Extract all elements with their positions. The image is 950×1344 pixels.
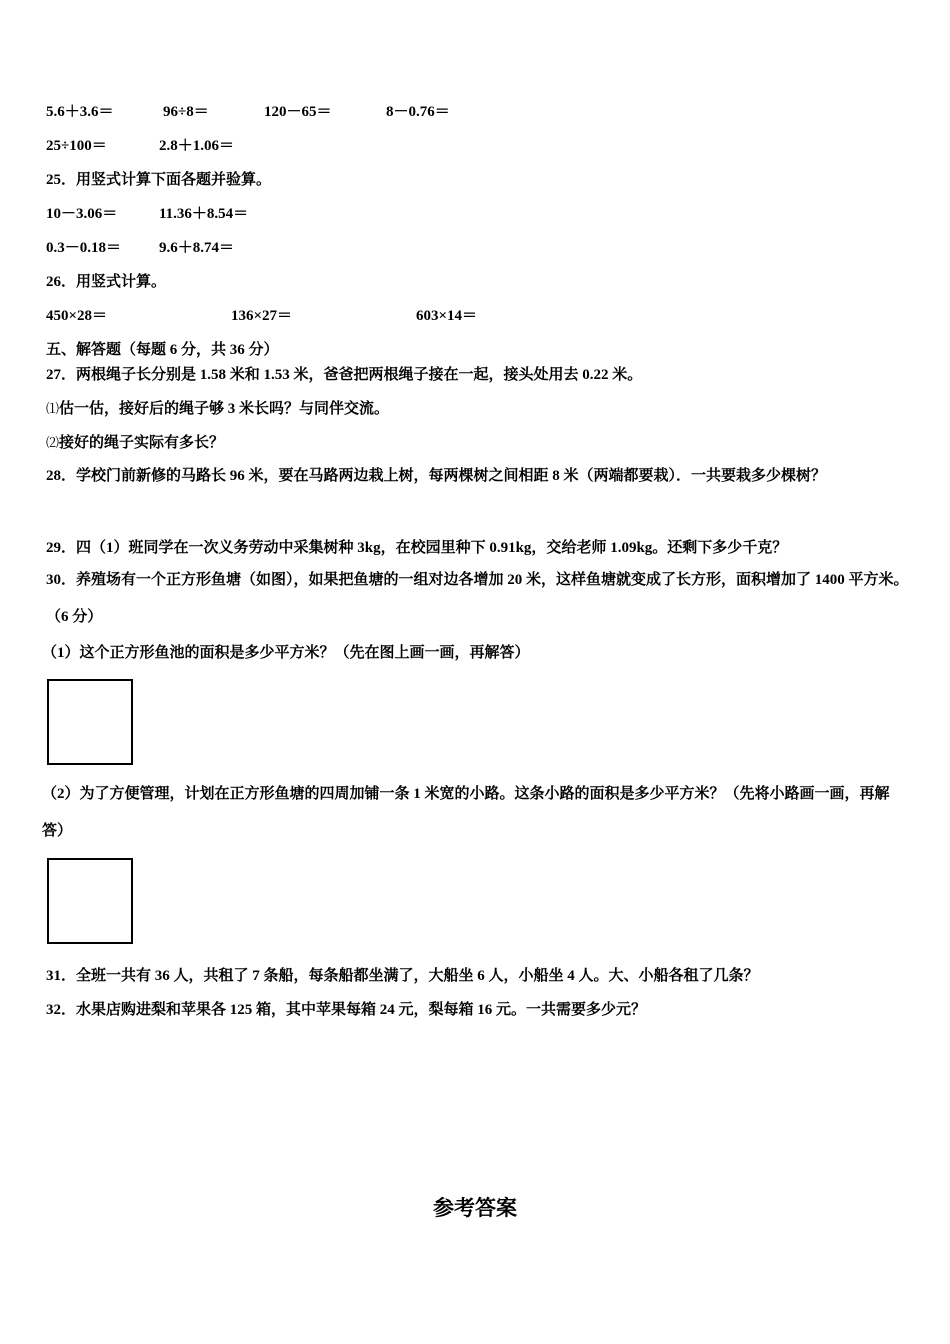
calc-item: 25÷100＝ <box>46 138 107 154</box>
q27-part-1-mark: ⑴ <box>46 401 60 416</box>
calc-item: 8－0.76＝ <box>386 104 450 120</box>
q28-text: 28．学校门前新修的马路长 96 米，要在马路两边栽上树，每两棵树之间相距 8 米（两端都要栽）．一共要栽多少棵树？ <box>46 468 827 484</box>
calc-item: 96÷8＝ <box>163 104 209 120</box>
calc-item: 5.6＋3.6＝ <box>46 104 114 120</box>
q32-text: 32．水果店购进梨和苹果各 125 箱，其中苹果每箱 24 元，梨每箱 16 元。一共需要多少元？ <box>46 1002 647 1018</box>
answer-section-title: 参考答案 <box>433 1196 517 1220</box>
q27-part-1 <box>46 399 389 419</box>
calc-item: 9.6＋8.74＝ <box>159 240 235 256</box>
calc-item: 11.36＋8.54＝ <box>159 206 249 222</box>
section-5-heading: 五、解答题（每题 6 分，共 36 分） <box>46 342 279 358</box>
q31-text: 31．全班一共有 36 人，共租了 7 条船，每条船都坐满了，大船坐 6 人，小船坐 4 人。大、小船各租了几条？ <box>46 968 759 984</box>
calc-item: 136×27＝ <box>231 308 293 324</box>
calc-item: 603×14＝ <box>416 308 478 324</box>
q30-text: 30．养殖场有一个正方形鱼塘（如图），如果把鱼塘的一组对边各增加 20 米，这样鱼塘就变成了长方形，面积增加了 1400 平方米。（6 分） <box>46 572 909 625</box>
square-pond-figure-1 <box>47 679 133 765</box>
calc-item: 120－65＝ <box>264 104 332 120</box>
q27-part-2-mark: ⑵ <box>46 435 60 450</box>
q27-text: 27．两根绳子长分别是 1.58 米和 1.53 米，爸爸把两根绳子接在一起，接头处用去 0.22 米。 <box>46 367 643 383</box>
q30-part-1: （1）这个正方形鱼池的面积是多少平方米？（先在图上画一画，再解答） <box>42 645 530 661</box>
square-pond-figure-2 <box>47 858 133 944</box>
q27-part-2 <box>46 433 224 453</box>
calc-item: 10－3.06＝ <box>46 206 118 222</box>
q27-part-2-text: 接好的绳子实际有多长？ <box>59 435 225 451</box>
calc-item: 0.3－0.18＝ <box>46 240 122 256</box>
q27-part-1-text: 估一估，接好后的绳子够 3 米长吗？与同伴交流。 <box>59 401 390 417</box>
q29-text: 29．四（1）班同学在一次义务劳动中采集树种 3kg，在校园里种下 0.91kg，交给老师 1.09kg。还剩下多少千克？ <box>46 540 788 556</box>
q26-title: 26．用竖式计算。 <box>46 274 167 290</box>
q30-part-2: （2）为了方便管理，计划在正方形鱼塘的四周加铺一条 1 米宽的小路。这条小路的面积是多少平方米？（先将小路画一画，再解答） <box>42 786 890 839</box>
calc-item: 2.8＋1.06＝ <box>159 138 235 154</box>
q25-title: 25．用竖式计算下面各题并验算。 <box>46 172 272 188</box>
calc-item: 450×28＝ <box>46 308 108 324</box>
